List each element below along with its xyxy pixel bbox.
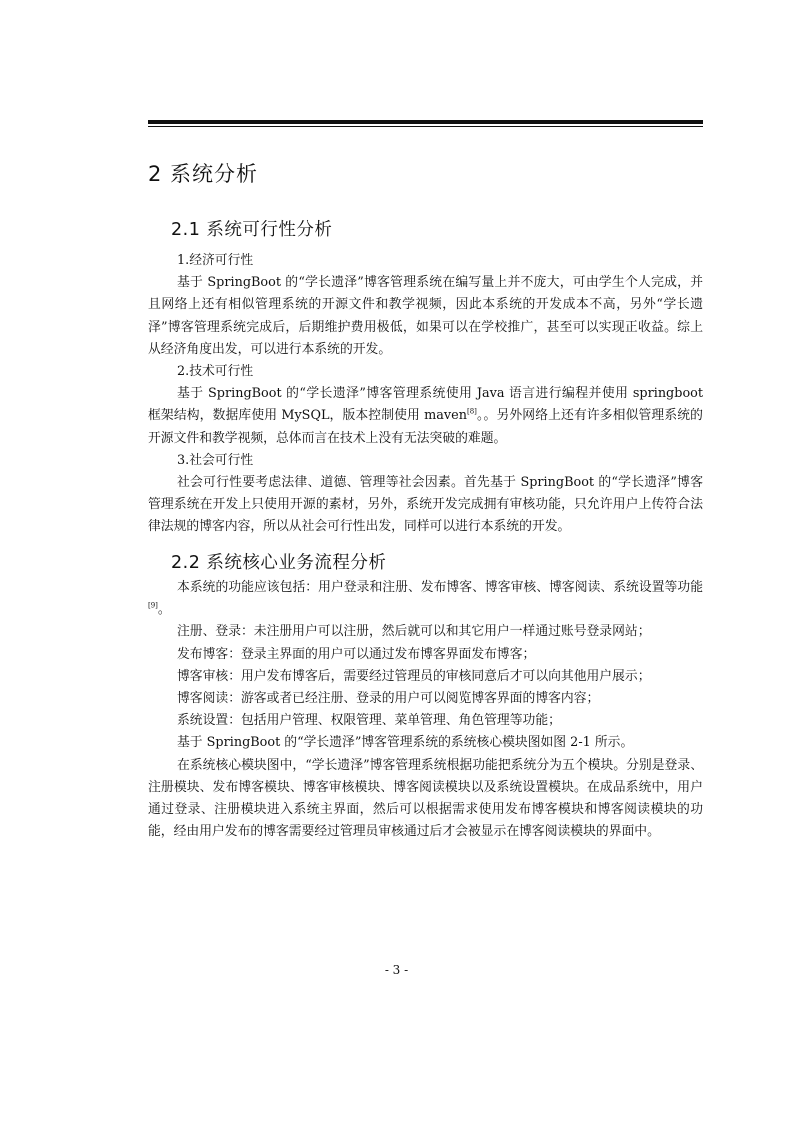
citation-8: [8] bbox=[466, 408, 477, 417]
list-item-publish-blog: 发布博客：登录主界面的用户可以通过发布博客界面发布博客； bbox=[177, 646, 536, 662]
section-title-2-1: 2.1 系统可行性分析 bbox=[171, 220, 333, 240]
subheading-social: 3.社会可行性 bbox=[177, 452, 254, 468]
citation-9: [9] bbox=[148, 601, 158, 610]
paragraph-technical bbox=[148, 383, 703, 450]
list-item-system-settings: 系统设置：包括用户管理、权限管理、菜单管理、角色管理等功能； bbox=[177, 713, 561, 729]
list-item-blog-reading: 博客阅读：游客或者已经注册、登录的用户可以阅览博客界面的博客内容； bbox=[177, 691, 600, 707]
section-title-2-2: 2.2 系统核心业务流程分析 bbox=[171, 553, 387, 573]
list-item-blog-review: 博客审核：用户发布博客后，需要经过管理员的审核同意后才可以向其他用户展示； bbox=[177, 668, 651, 684]
paragraph-social: 社会可行性要考虑法律、道德、管理等社会因素。首先基于 SpringBoot 的“学长遗泽”博客管理系统在开发上只使用开源的素材，另外，系统开发完成拥有审核功能，只允许用户上传符合法律法规的博客内容，所以从社会可行性出发，同样可以进行本系统的开发。 bbox=[148, 475, 703, 535]
list-item-register-login: 注册、登录：未注册用户可以注册，然后就可以和其它用户一样通过账号登录网站； bbox=[177, 624, 651, 640]
header-rule-thin bbox=[148, 126, 703, 127]
subheading-technical: 2.技术可行性 bbox=[177, 364, 254, 380]
section-2-2-body bbox=[148, 577, 703, 843]
subheading-economic: 1.经济可行性 bbox=[177, 253, 254, 268]
page-number: - 3 - bbox=[384, 963, 409, 977]
paragraph-figure-ref: 基于 SpringBoot 的“学长遗泽”博客管理系统的系统核心模块图如图 2-1 所示。 bbox=[177, 735, 634, 751]
chapter-title: 2 系统分析 bbox=[148, 162, 259, 186]
header-rule-thick bbox=[148, 120, 703, 124]
technical-text-a: 基于 SpringBoot 的“学长遗泽”博客管理系统使用 Java 语言进行编程并使用 springboot 框架结构，数据库使用 MySQL，版本控制使用 maven bbox=[148, 386, 703, 424]
paragraph-economic: 基于 SpringBoot 的“学长遗泽”博客管理系统在编写量上并不庞大，可由学生个人完成，并且网络上还有相似管理系统的开源文件和教学视频，因此本系统的开发成本不高，另外“学长遗泽”博客管理系统完成后，后期维护费用极低，如果可以在学校推广，甚至可以实现正收益。综上从经济角度出发，可以进行本系统的开发。 bbox=[148, 275, 703, 357]
paragraph-intro bbox=[148, 577, 703, 621]
paragraph-closing: 在系统核心模块图中，“学长遗泽”博客管理系统根据功能把系统分为五个模块。分别是登录、注册模块、发布博客模块、博客审核模块、博客阅读模块以及系统设置模块。在成品系统中，用户通过登录、注册模块进入系统主界面，然后可以根据需求使用发布博客模块和博客阅读模块的功能，经由用户发布的博客需要经过管理员审核通过后才会被显示在博客阅读模块的界面中。 bbox=[148, 757, 703, 840]
intro-text-b: 。 bbox=[157, 602, 171, 618]
section-2-1-body bbox=[148, 250, 703, 539]
intro-text-a: 本系统的功能应该包括：用户登录和注册、发布博客、博客审核、博客阅读、系统设置等功能 bbox=[177, 580, 703, 595]
technical-text-b: 。。另外网络上还有许多相似管理系统的开源文件和教学视频，总体而言在技术上没有无法突破的难题。 bbox=[148, 408, 703, 446]
